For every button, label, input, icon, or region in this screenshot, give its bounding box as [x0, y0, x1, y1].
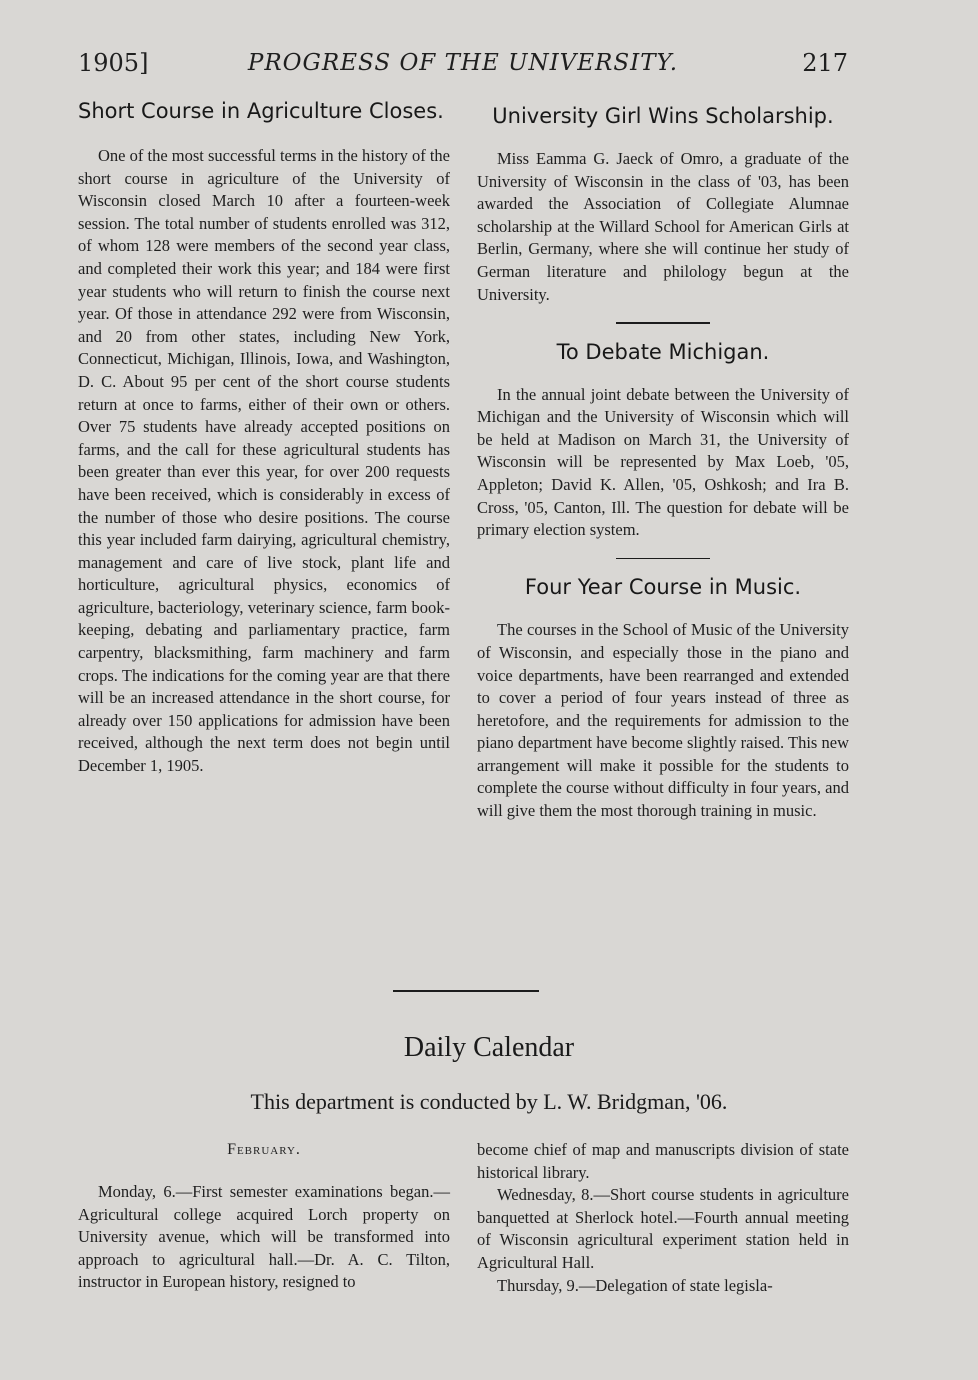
header-title: PROGRESS OF THE UNIVERSITY. — [247, 50, 679, 76]
calendar-entry: Wednesday, 8.—Short course students in agriculture banquetted at Sherlock hotel.—Fourth annual meeting of Wisconsin agricultural experiment station held in Agricultural Hall. — [477, 1185, 849, 1272]
calendar-entry: Thursday, 9.—Delegation of state legisla- — [497, 1275, 773, 1295]
calendar-title: Daily Calendar — [403, 1032, 575, 1063]
calendar-entry: Monday, 6.—First semester examinations began.—Agricultural college acquired Lorch property on University avenue, which will be transformed into approach to agricultural hall.—Dr. A. C. Tilton, instructor in European history, resigned to — [78, 1182, 450, 1292]
agriculture-article-body: One of the most successful terms in the history of the short course in agriculture of the University of Wisconsin closed March 10 after a fourteen-week session. The total number of students enrolled was 312, of whom 128 were members of the second year class, and completed their work this year; and 184 were first year students who will return to finish the course next year. Of those in attendance 292 were from Wisconsin, and 20 from other states, including New York, Connecticut, Michigan, Illinois, Iowa, and Washington, D. C. About 95 per cent of the short course students return at once to farms, either of their own or others. Over 75 students have already accepted positions on farms, and the call for these agricultural students has been greater than ever this year, for over 200 requests have been received, which is considerably in excess of the number of those who desire positions. The course this year included farm dairying, agricultural chemistry, management and care of live stock, plant life and horticulture, agricultural physics, economics of agriculture, bacteriology, veterinary science, farm book-keeping, debating and parliamentary practice, farm carpentry, blacksmithing, farm machinery and farm crops. The indications for the coming year are that there will be an increased attendance in the short course, for already over 150 applications for admission have been received, although the next term does not begin until December 1, 1905. — [78, 146, 450, 776]
calendar-right-column — [477, 1139, 849, 1297]
scholarship-article-body: Miss Eamma G. Jaeck of Omro, a graduate of the University of Wisconsin in the class of '03, has been awarded the Association of Collegiate Alumnae scholarship at the Willard School for American Girls at Berlin, Germany, where she will continue her study of German literature and philology begun at the University. — [477, 149, 849, 304]
agriculture-article-heading: Short Course in Agriculture Closes. — [78, 99, 444, 123]
section-divider — [616, 558, 710, 560]
header-year: 1905] — [78, 49, 149, 77]
scholarship-article-heading: University Girl Wins Scholarship. — [492, 104, 834, 128]
calendar-divider — [393, 990, 539, 992]
calendar-month: February. — [227, 1141, 301, 1158]
left-column — [78, 97, 450, 778]
music-article-heading: Four Year Course in Music. — [524, 575, 802, 600]
calendar-subtitle: This department is conducted by L. W. Bridgman, '06. — [250, 1089, 728, 1114]
debate-article-heading: To Debate Michigan. — [556, 339, 770, 364]
debate-article-body: In the annual joint debate between the University of Michigan and the University of Wisconsin which will be held at Madison on March 31, the University of Wisconsin will be represented by Max Loeb, '05, Appleton; David K. Allen, '05, Oshkosh; and Ira B. Cross, '05, Canton, Ill. The question for debate will be primary election system. — [477, 384, 849, 540]
calendar-entry: become chief of map and manuscripts division of state historical library. — [477, 1140, 849, 1182]
section-divider — [616, 322, 710, 324]
right-column — [477, 102, 849, 823]
page-number: 217 — [802, 49, 848, 77]
music-article-body: The courses in the School of Music of the University of Wisconsin, and especially those in the piano and voice departments, have been rearranged and extended to cover a period of four years instead of three as heretofore, and the requirements for admission to the piano department have become slightly raised. This new arrangement will make it possible for the students to complete the course without difficulty in four years, and will give them the most thorough training in music. — [477, 620, 849, 821]
running-head — [78, 48, 848, 82]
calendar-left-column — [78, 1141, 450, 1294]
